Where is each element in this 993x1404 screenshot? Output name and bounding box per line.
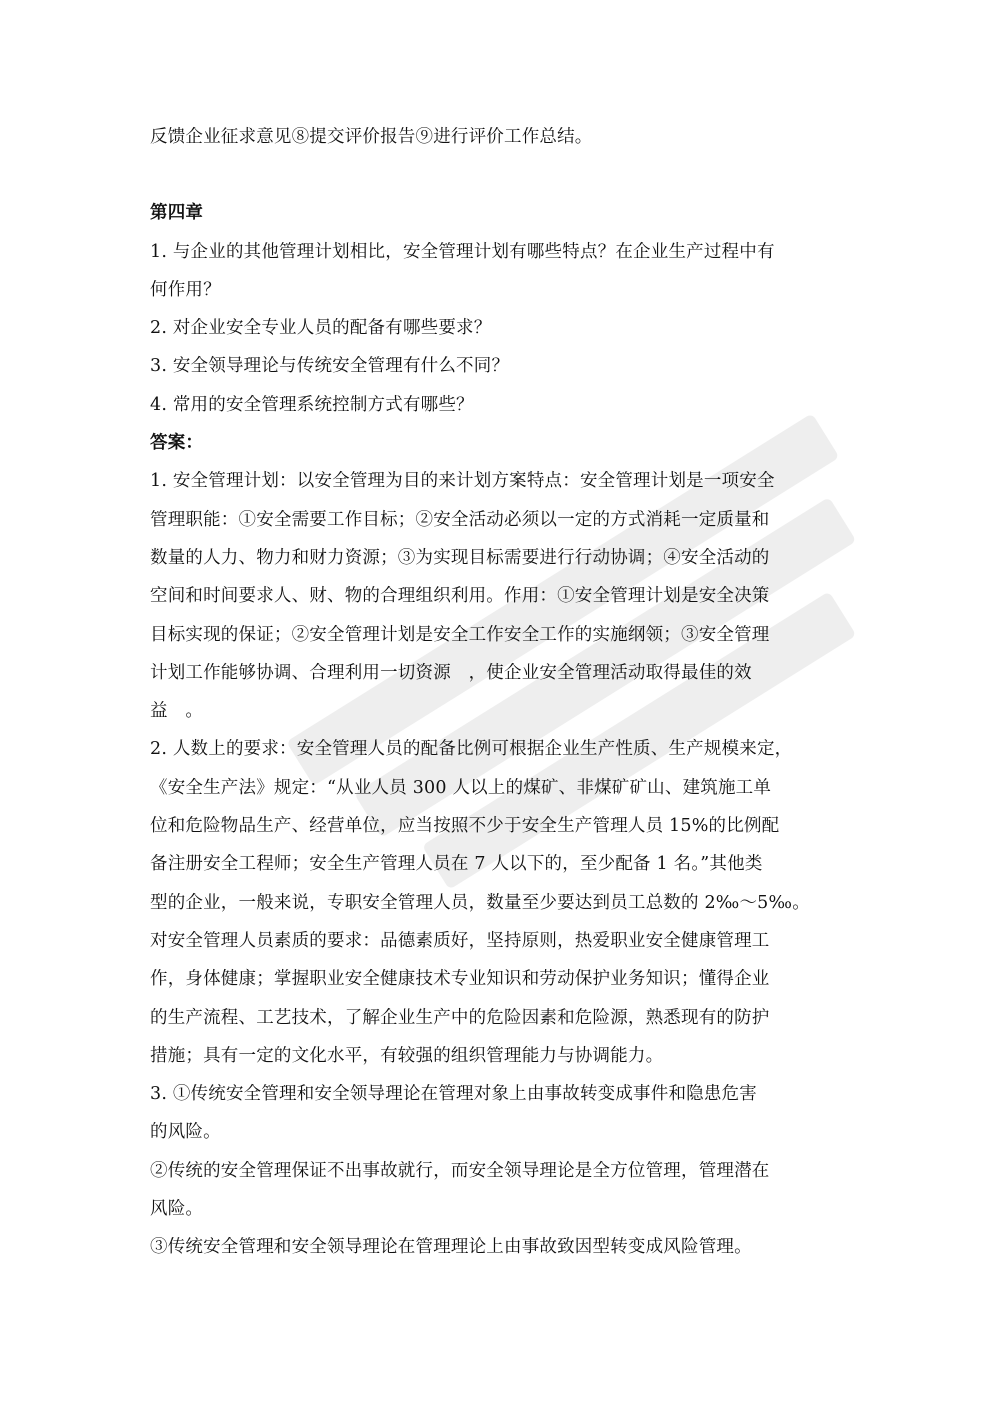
answer-line: 位和危险物品生产、经营单位，应当按照不少于安全生产管理人员 15%的比例配: [150, 816, 780, 837]
answer-line: 管理职能：①安全需要工作目标；②安全活动必须以一定的方式消耗一定质量和: [150, 509, 770, 530]
answer-title: 答案：: [150, 433, 204, 454]
answer-line: 对安全管理人员素质的要求：品德素质好，坚持原则，热爱职业安全健康管理工: [150, 930, 770, 951]
answer-line: 风险。: [150, 1199, 204, 1220]
question-line: 3. 安全领导理论与传统安全管理有什么不同？: [150, 356, 510, 377]
answer-line: 数量的人力、物力和财力资源；③为实现目标需要进行行动协调；④安全活动的: [150, 547, 770, 568]
question-line: 2. 对企业安全专业人员的配备有哪些要求？: [150, 318, 492, 339]
answer-line: 的生产流程、工艺技术，了解企业生产中的危险因素和危险源，熟悉现有的防护: [150, 1007, 770, 1028]
answer-line: 空间和时间要求人、财、物的合理组织利用。作用：①安全管理计划是安全决策: [150, 586, 770, 607]
answer-line: 1. 安全管理计划：以安全管理为目的来计划方案特点：安全管理计划是一项安全: [150, 471, 775, 492]
answer-line: 3. ①传统安全管理和安全领导理论在管理对象上由事故转变成事件和隐患危害: [150, 1084, 757, 1105]
chapter-title: 第四章: [150, 203, 204, 224]
answer-line: ③传统安全管理和安全领导理论在管理理论上由事故致因型转变成风险管理。: [150, 1237, 752, 1258]
answer-line: 2. 人数上的要求：安全管理人员的配备比例可根据企业生产性质、生产规模来定，: [150, 739, 793, 760]
answer-line: 作，身体健康；掌握职业安全健康技术专业知识和劳动保护业务知识；懂得企业: [150, 969, 770, 990]
question-line: 4. 常用的安全管理系统控制方式有哪些？: [150, 394, 474, 415]
answer-line: 型的企业，一般来说，专职安全管理人员，数量至少要达到员工总数的 2‰～5‰。: [150, 892, 810, 913]
answer-line: 计划工作能够协调、合理利用一切资源 ，使企业安全管理活动取得最佳的效: [150, 662, 752, 683]
question-line: 何作用？: [150, 279, 221, 300]
answer-line: 目标实现的保证；②安全管理计划是安全工作安全工作的实施纲领；③安全管理: [150, 624, 770, 645]
answer-line: 措施；具有一定的文化水平，有较强的组织管理能力与协调能力。: [150, 1045, 664, 1066]
answer-line: 备注册安全工程师；安全生产管理人员在 7 人以下的，至少配备 1 名。”其他类: [150, 854, 763, 875]
question-line: 1. 与企业的其他管理计划相比，安全管理计划有哪些特点？在企业生产过程中有: [150, 241, 775, 262]
answer-line: 益 。: [150, 701, 204, 722]
document-page: [150, 118, 850, 1267]
answer-line: ②传统的安全管理保证不出事故就行，而安全领导理论是全方位管理，管理潜在: [150, 1160, 770, 1181]
answer-line: 的风险。: [150, 1122, 221, 1143]
paragraph-gap: [150, 156, 850, 194]
text-line: 反馈企业征求意见⑧提交评价报告⑨进行评价工作总结。: [150, 127, 593, 147]
answer-line: 《安全生产法》规定：“从业人员 300 人以上的煤矿、非煤矿矿山、建筑施工单: [150, 777, 772, 798]
